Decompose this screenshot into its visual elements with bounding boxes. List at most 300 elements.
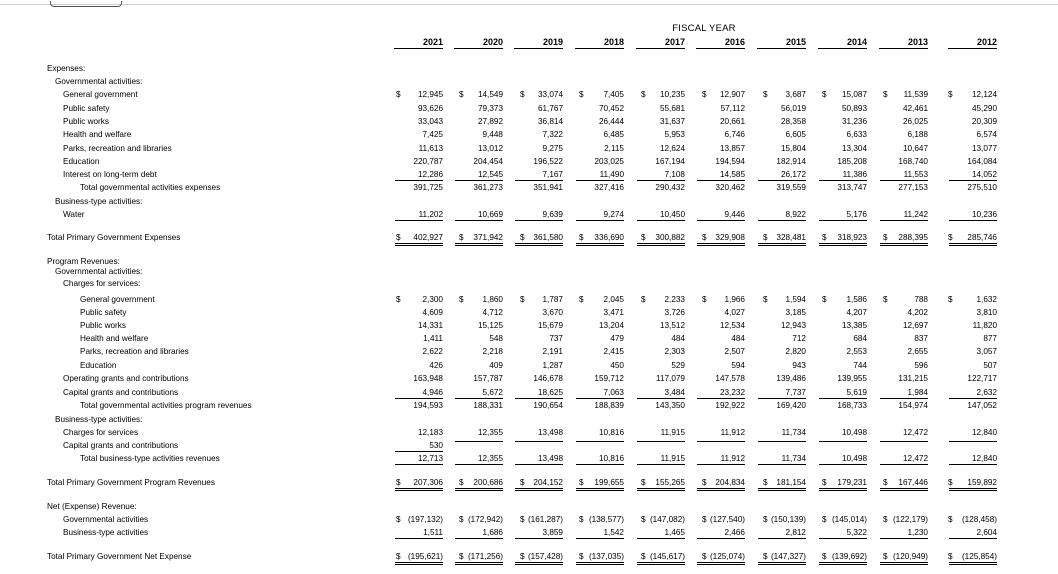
value-cell: 36,814 (537, 117, 563, 126)
value-cell: 1,686 (455, 528, 503, 539)
value-cell: 11,242 (880, 210, 928, 221)
value-cell: 168,740 (898, 157, 928, 166)
value-cell: 11,915 (637, 454, 685, 465)
value-cell: 11,915 (660, 428, 685, 437)
value-cell: (147,082) (649, 515, 685, 524)
value-cell: 11,386 (819, 170, 867, 181)
value-cell: 7,108 (637, 170, 685, 181)
value-cell: 2,507 (724, 347, 745, 356)
row-label: Business-type activities (63, 528, 149, 537)
value-cell: 192,922 (715, 401, 745, 410)
value-cell: 6,605 (785, 130, 806, 139)
value-cell (637, 441, 685, 442)
value-cell: (125,074) (697, 552, 745, 565)
row-label: Public safety (80, 308, 127, 317)
value-cell: 351,941 (533, 183, 563, 192)
value-cell: 391,725 (413, 183, 443, 192)
value-cell: 42,461 (902, 104, 928, 113)
value-cell: 11,912 (697, 454, 745, 465)
value-cell: 737 (549, 334, 563, 343)
dollar-sign: $ (822, 552, 827, 561)
value-cell: 11,912 (720, 428, 745, 437)
value-cell: 196,522 (533, 157, 563, 166)
row-label: Water (63, 210, 85, 219)
dollar-sign: $ (579, 515, 584, 524)
value-cell: 12,286 (395, 170, 443, 181)
dollar-sign: $ (702, 552, 707, 561)
value-cell: 3,185 (785, 308, 806, 317)
row-label: Charges for services: (63, 279, 141, 288)
value-cell: 12,472 (902, 428, 928, 437)
value-cell: 168,733 (837, 401, 867, 410)
value-cell: 1,511 (395, 528, 443, 539)
dollar-sign: $ (396, 478, 401, 487)
value-cell: 361,273 (473, 183, 503, 192)
value-cell: (195,621) (395, 552, 443, 565)
value-cell: 13,512 (659, 321, 685, 330)
dollar-sign: $ (579, 295, 584, 304)
value-cell: 10,498 (841, 428, 867, 437)
value-cell: 371,942 (455, 233, 503, 246)
value-cell: 11,734 (758, 454, 806, 465)
value-cell: (145,617) (637, 552, 685, 565)
dollar-sign: $ (459, 233, 464, 242)
value-cell: 147,052 (967, 401, 997, 410)
dollar-sign: $ (822, 515, 827, 524)
dollar-sign: $ (763, 515, 768, 524)
value-cell: 2,300 (422, 295, 443, 304)
dollar-sign: $ (948, 478, 953, 487)
value-cell: 26,172 (758, 170, 806, 181)
value-cell: 12,907 (719, 90, 745, 99)
value-cell: 837 (914, 334, 928, 343)
value-cell: (138,577) (588, 515, 624, 524)
value-cell: 200,686 (455, 478, 503, 491)
value-cell: 10,647 (902, 144, 928, 153)
dollar-sign: $ (396, 233, 401, 242)
year-header: 2021 (394, 37, 443, 49)
dollar-sign: $ (763, 552, 768, 561)
dollar-sign: $ (641, 515, 646, 524)
value-cell: 4,946 (395, 388, 443, 399)
value-cell: 12,624 (659, 144, 685, 153)
dollar-sign: $ (822, 90, 827, 99)
value-cell: 1,984 (880, 388, 928, 399)
value-cell: (127,540) (709, 515, 745, 524)
dollar-sign: $ (948, 552, 953, 561)
value-cell: 285,746 (949, 233, 997, 246)
value-cell (515, 441, 563, 442)
value-cell: 300,882 (637, 233, 685, 246)
page-top-bracket (50, 1, 122, 7)
value-cell: 3,810 (976, 308, 997, 317)
dollar-sign: $ (520, 90, 525, 99)
row-label: Total governmental activities program revenues (80, 401, 252, 410)
value-cell: 3,687 (785, 90, 806, 99)
value-cell: 31,236 (841, 117, 867, 126)
value-cell: 530 (395, 441, 443, 452)
value-cell: 3,859 (515, 528, 563, 539)
row-label: Public safety (63, 104, 110, 113)
value-cell: (157,428) (515, 552, 563, 565)
value-cell: 3,726 (664, 308, 685, 317)
value-cell: 155,265 (637, 478, 685, 491)
value-cell: 288,395 (880, 233, 928, 246)
row-label: Governmental activities: (55, 267, 143, 276)
dollar-sign: $ (948, 515, 953, 524)
value-cell: 4,027 (724, 308, 745, 317)
value-cell: 2,655 (907, 347, 928, 356)
year-header: 2018 (575, 37, 624, 49)
dollar-sign: $ (459, 552, 464, 561)
value-cell: 9,446 (697, 210, 745, 221)
value-cell: 548 (489, 334, 503, 343)
value-cell: (122,179) (892, 515, 928, 524)
value-cell: 147,578 (715, 374, 745, 383)
value-cell: 188,839 (594, 401, 624, 410)
value-cell: (137,035) (576, 552, 624, 565)
value-cell: 159,892 (949, 478, 997, 491)
value-cell: 13,012 (477, 144, 503, 153)
value-cell: 194,593 (413, 401, 443, 410)
row-label: Net (Expense) Revenue: (47, 502, 137, 511)
value-cell: 409 (489, 361, 503, 370)
value-cell: 1,966 (724, 295, 745, 304)
dollar-sign: $ (396, 295, 401, 304)
value-cell: 5,672 (455, 388, 503, 399)
value-cell: 712 (792, 334, 806, 343)
dollar-sign: $ (883, 515, 888, 524)
value-cell: 15,679 (537, 321, 563, 330)
dollar-sign: $ (702, 233, 707, 242)
value-cell: 204,834 (697, 478, 745, 491)
value-cell: 93,626 (417, 104, 443, 113)
value-cell: 26,444 (598, 117, 624, 126)
row-label: General government (80, 295, 155, 304)
value-cell: 28,358 (780, 117, 806, 126)
dollar-sign: $ (763, 233, 768, 242)
value-cell: 15,804 (780, 144, 806, 153)
value-cell: 336,690 (576, 233, 624, 246)
value-cell: (197,132) (407, 515, 443, 524)
value-cell: 12,840 (971, 428, 997, 437)
value-cell: 194,594 (715, 157, 745, 166)
value-cell: 277,153 (898, 183, 928, 192)
dollar-sign: $ (702, 515, 707, 524)
value-cell: 290,432 (655, 183, 685, 192)
value-cell: 163,948 (413, 374, 443, 383)
value-cell (697, 441, 745, 442)
value-cell: 7,167 (515, 170, 563, 181)
value-cell: 13,498 (515, 454, 563, 465)
dollar-sign: $ (822, 295, 827, 304)
dollar-sign: $ (459, 478, 464, 487)
value-cell: 3,471 (603, 308, 624, 317)
value-cell: (120,949) (880, 552, 928, 565)
row-label: Total Primary Government Program Revenues (47, 478, 215, 487)
value-cell: 179,231 (819, 478, 867, 491)
value-cell: 313,747 (837, 183, 867, 192)
year-header: 2020 (454, 37, 503, 49)
value-cell: 3,670 (542, 308, 563, 317)
dollar-sign: $ (883, 90, 888, 99)
value-cell: 1,465 (637, 528, 685, 539)
value-cell: 23,232 (697, 388, 745, 399)
year-header: 2017 (636, 37, 685, 49)
value-cell: 2,233 (664, 295, 685, 304)
value-cell: 2,553 (846, 347, 867, 356)
value-cell: 9,639 (515, 210, 563, 221)
dollar-sign: $ (579, 552, 584, 561)
dollar-sign: $ (641, 295, 646, 304)
row-label: Business-type activities: (55, 197, 143, 206)
dollar-sign: $ (459, 90, 464, 99)
value-cell: (139,692) (819, 552, 867, 565)
value-cell: 7,405 (603, 90, 624, 99)
row-label: Business-type activities: (55, 415, 143, 424)
value-cell: (171,256) (455, 552, 503, 565)
value-cell: 10,498 (819, 454, 867, 465)
value-cell (819, 441, 867, 442)
value-cell: (172,942) (467, 515, 503, 524)
row-label: Governmental activities (63, 515, 149, 524)
value-cell: 318,923 (819, 233, 867, 246)
dollar-sign: $ (948, 233, 953, 242)
dollar-sign: $ (702, 478, 707, 487)
value-cell: 5,176 (819, 210, 867, 221)
value-cell: 4,712 (482, 308, 503, 317)
value-cell: 9,274 (576, 210, 624, 221)
value-cell: (161,287) (527, 515, 563, 524)
value-cell: 20,309 (971, 117, 997, 126)
value-cell: 319,559 (776, 183, 806, 192)
value-cell: 167,446 (880, 478, 928, 491)
value-cell: 426 (429, 361, 443, 370)
value-cell: 1,594 (785, 295, 806, 304)
value-cell: 2,045 (603, 295, 624, 304)
value-cell: 684 (853, 334, 867, 343)
value-cell: 169,420 (776, 401, 806, 410)
value-cell: 27,892 (477, 117, 503, 126)
dollar-sign: $ (579, 90, 584, 99)
row-label: Health and welfare (63, 130, 132, 139)
value-cell: 26,025 (902, 117, 928, 126)
value-cell: 143,350 (655, 401, 685, 410)
dollar-sign: $ (520, 478, 525, 487)
value-cell: 164,084 (967, 157, 997, 166)
dollar-sign: $ (459, 295, 464, 304)
value-cell: 13,077 (971, 144, 997, 153)
value-cell: 11,820 (972, 321, 997, 330)
value-cell: 1,411 (423, 334, 443, 343)
value-cell: 12,355 (455, 454, 503, 465)
value-cell: 3,484 (637, 388, 685, 399)
value-cell: 12,945 (417, 90, 443, 99)
value-cell: 117,079 (656, 374, 685, 383)
value-cell: 13,498 (537, 428, 563, 437)
value-cell: 12,545 (455, 170, 503, 181)
value-cell: 596 (914, 361, 928, 370)
value-cell: 2,115 (604, 144, 624, 153)
value-cell: 11,613 (418, 144, 443, 153)
value-cell: 10,450 (637, 210, 685, 221)
value-cell: 10,236 (949, 210, 997, 221)
value-cell: 45,290 (971, 104, 997, 113)
row-label: Interest on long-term debt (63, 170, 157, 179)
value-cell: 943 (792, 361, 806, 370)
row-label: Public works (63, 117, 109, 126)
value-cell: 11,490 (576, 170, 624, 181)
value-cell: 139,955 (837, 374, 867, 383)
value-cell: 788 (914, 295, 928, 304)
value-cell: 154,974 (898, 401, 928, 410)
year-header: 2012 (948, 37, 997, 49)
value-cell: 199,655 (576, 478, 624, 491)
page-top-rule (0, 0, 1058, 5)
year-header: 2016 (696, 37, 745, 49)
value-cell: 2,303 (664, 347, 685, 356)
value-cell: 13,385 (841, 321, 867, 330)
dollar-sign: $ (641, 478, 646, 487)
value-cell: 327,416 (594, 183, 624, 192)
value-cell (949, 441, 997, 442)
row-label: Total business-type activities revenues (80, 454, 220, 463)
value-cell: 6,485 (603, 130, 624, 139)
value-cell (758, 441, 806, 442)
row-label: Governmental activities: (55, 77, 143, 86)
dollar-sign: $ (763, 295, 768, 304)
value-cell: 55,681 (659, 104, 685, 113)
value-cell: (145,014) (831, 515, 867, 524)
value-cell: 14,549 (477, 90, 503, 99)
value-cell: 220,787 (413, 157, 443, 166)
value-cell: 14,585 (697, 170, 745, 181)
value-cell: 1,586 (846, 295, 867, 304)
value-cell: 185,208 (837, 157, 867, 166)
value-cell: (147,327) (758, 552, 806, 565)
row-label: Total governmental activities expenses (80, 183, 221, 192)
year-header: 2015 (757, 37, 806, 49)
dollar-sign: $ (883, 552, 888, 561)
value-cell: 18,625 (515, 388, 563, 399)
dollar-sign: $ (702, 90, 707, 99)
value-cell: 13,204 (598, 321, 624, 330)
value-cell: 15,125 (477, 321, 503, 330)
value-cell: 5,322 (819, 528, 867, 539)
value-cell: 5,953 (664, 130, 685, 139)
value-cell: 10,235 (659, 90, 685, 99)
row-label: Public works (80, 321, 126, 330)
value-cell: 12,534 (719, 321, 745, 330)
value-cell: 2,604 (949, 528, 997, 539)
dollar-sign: $ (520, 515, 525, 524)
value-cell: 877 (983, 334, 997, 343)
dollar-sign: $ (822, 233, 827, 242)
value-cell: 12,713 (395, 454, 443, 465)
value-cell: 6,633 (846, 130, 867, 139)
value-cell: 7,425 (422, 130, 443, 139)
value-cell: 12,943 (780, 321, 806, 330)
value-cell: 10,669 (455, 210, 503, 221)
dollar-sign: $ (396, 552, 401, 561)
value-cell: 4,207 (846, 308, 867, 317)
value-cell: 12,355 (477, 428, 503, 437)
value-cell: 2,466 (697, 528, 745, 539)
value-cell: 1,230 (880, 528, 928, 539)
value-cell: 182,914 (776, 157, 806, 166)
value-cell: 146,678 (533, 374, 563, 383)
value-cell: 2,812 (758, 528, 806, 539)
value-cell: (128,458) (961, 515, 997, 524)
value-cell: 7,322 (542, 130, 563, 139)
value-cell: 20,661 (719, 117, 745, 126)
value-cell: 14,331 (417, 321, 443, 330)
dollar-sign: $ (763, 90, 768, 99)
value-cell: 2,218 (482, 347, 503, 356)
row-label: Education (63, 157, 100, 166)
value-cell: 2,820 (785, 347, 806, 356)
value-cell: 4,202 (907, 308, 928, 317)
value-cell: 7,063 (576, 388, 624, 399)
value-cell: 1,287 (542, 361, 563, 370)
dollar-sign: $ (883, 295, 888, 304)
value-cell: 529 (671, 361, 685, 370)
value-cell: 33,043 (417, 117, 443, 126)
value-cell: 329,908 (697, 233, 745, 246)
value-cell: 11,734 (781, 428, 806, 437)
dollar-sign: $ (702, 295, 707, 304)
value-cell: 204,454 (473, 157, 503, 166)
value-cell: 207,306 (395, 478, 443, 491)
value-cell: 122,717 (967, 374, 997, 383)
value-cell: 15,087 (841, 90, 867, 99)
value-cell: 33,074 (537, 90, 563, 99)
dollar-sign: $ (763, 478, 768, 487)
value-cell: 12,697 (902, 321, 928, 330)
row-label: General government (63, 90, 138, 99)
dollar-sign: $ (579, 478, 584, 487)
value-cell: (125,854) (949, 552, 997, 565)
dollar-sign: $ (822, 478, 827, 487)
value-cell: 181,154 (758, 478, 806, 491)
row-label: Capital grants and contributions (63, 441, 179, 450)
value-cell: 12,183 (417, 428, 443, 437)
value-cell: 479 (610, 334, 624, 343)
dollar-sign: $ (948, 90, 953, 99)
dollar-sign: $ (520, 295, 525, 304)
value-cell: 56,019 (780, 104, 806, 113)
year-header: 2019 (514, 37, 563, 49)
value-cell: 361,580 (515, 233, 563, 246)
value-cell: 57,112 (720, 104, 745, 113)
dollar-sign: $ (459, 515, 464, 524)
value-cell: 3,057 (976, 347, 997, 356)
fiscal-year-heading: FISCAL YEAR (672, 23, 736, 34)
value-cell: 167,194 (655, 157, 685, 166)
value-cell: 6,574 (976, 130, 997, 139)
value-cell (455, 441, 503, 442)
value-cell: 61,767 (537, 104, 563, 113)
dollar-sign: $ (641, 90, 646, 99)
value-cell: 157,787 (473, 374, 503, 383)
value-cell: 2,632 (949, 388, 997, 399)
dollar-sign: $ (396, 90, 401, 99)
value-cell: 450 (610, 361, 624, 370)
value-cell: 1,860 (482, 295, 503, 304)
value-cell: 131,215 (898, 374, 928, 383)
value-cell: 1,632 (976, 295, 997, 304)
row-label: Capital grants and contributions (63, 388, 179, 397)
